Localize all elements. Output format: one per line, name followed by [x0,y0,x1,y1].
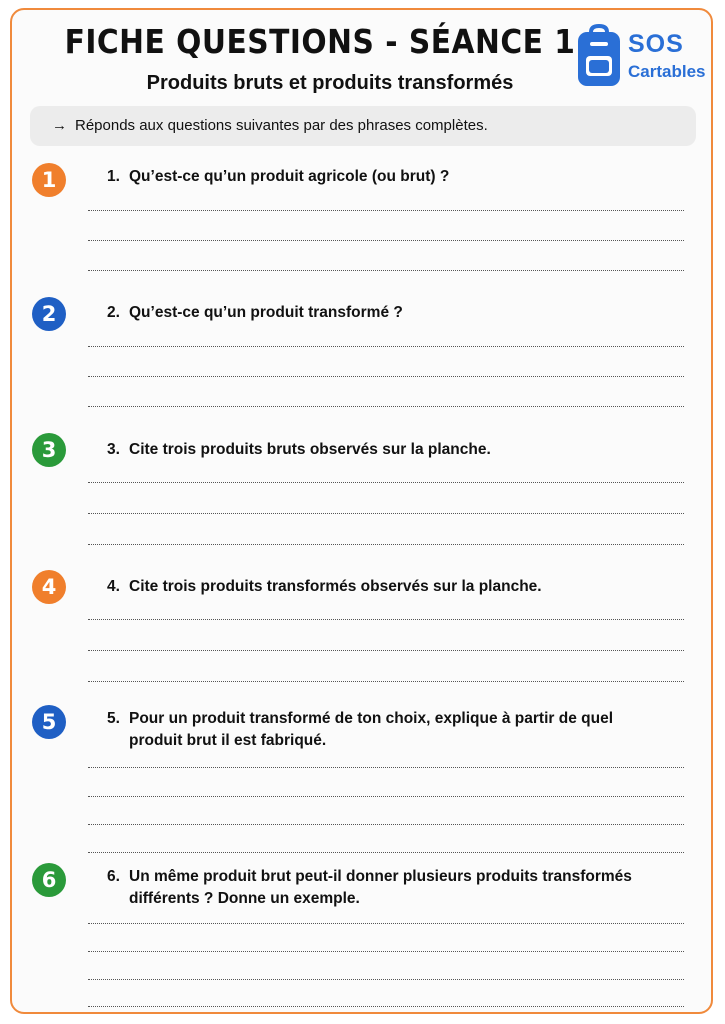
question-badge-4: 4 [32,570,66,604]
answer-line[interactable] [88,796,684,797]
answer-line[interactable] [88,240,684,241]
answer-line[interactable] [88,544,684,545]
answer-line[interactable] [88,406,684,407]
answer-line[interactable] [88,650,684,651]
answer-line[interactable] [88,210,684,211]
question-number: 3. [107,441,120,458]
answer-line[interactable] [88,923,684,924]
question-6 [107,866,647,910]
answer-line[interactable] [88,979,684,980]
answer-line[interactable] [88,346,684,347]
question-text-continued: différents ? Donne un exemple. [129,890,360,907]
question-4 [107,576,647,598]
question-text: Qu’est-ce qu’un produit transformé ? [129,304,403,321]
answer-line[interactable] [88,852,684,853]
question-badge-5: 5 [32,705,66,739]
question-text: Qu’est-ce qu’un produit agricole (ou brut) ? [129,168,450,185]
arrow-right-icon: → [52,117,67,134]
question-text: Pour un produit transformé de ton choix, explique à partir de quel [129,710,613,727]
logo-text-cartables: Cartables [628,62,706,81]
answer-line[interactable] [88,619,684,620]
question-number: 4. [107,578,120,595]
instruction-text: Réponds aux questions suivantes par des phrases complètes. [75,117,488,134]
answer-line[interactable] [88,376,684,377]
question-number: 1. [107,168,120,185]
question-number: 2. [107,304,120,321]
question-1 [107,166,647,188]
question-badge-2: 2 [32,297,66,331]
answer-line[interactable] [88,482,684,483]
question-5 [107,708,647,752]
answer-line[interactable] [88,1006,684,1007]
question-text: Cite trois produits transformés observés sur la planche. [129,578,542,595]
question-badge-3: 3 [32,433,66,467]
question-text: Un même produit brut peut-il donner plusieurs produits transformés [129,868,632,885]
question-2 [107,302,647,324]
backpack-icon [574,24,624,90]
answer-line[interactable] [88,767,684,768]
worksheet-page [10,8,713,1014]
question-3 [107,439,647,461]
question-text-continued: produit brut il est fabriqué. [129,732,327,749]
answer-line[interactable] [88,951,684,952]
sos-cartables-logo [574,24,714,90]
logo-text-sos: SOS [628,30,684,58]
instruction-box [30,106,696,146]
answer-line[interactable] [88,681,684,682]
question-number: 5. [107,710,120,727]
page-subtitle: Produits bruts et produits transformés [146,72,514,94]
answer-line[interactable] [88,824,684,825]
question-number: 6. [107,868,120,885]
answer-line[interactable] [88,513,684,514]
question-text: Cite trois produits bruts observés sur la planche. [129,441,491,458]
page-title: FICHE QUESTIONS - SÉANCE 1 [64,22,576,61]
question-badge-6: 6 [32,863,66,897]
answer-line[interactable] [88,270,684,271]
question-badge-1: 1 [32,163,66,197]
